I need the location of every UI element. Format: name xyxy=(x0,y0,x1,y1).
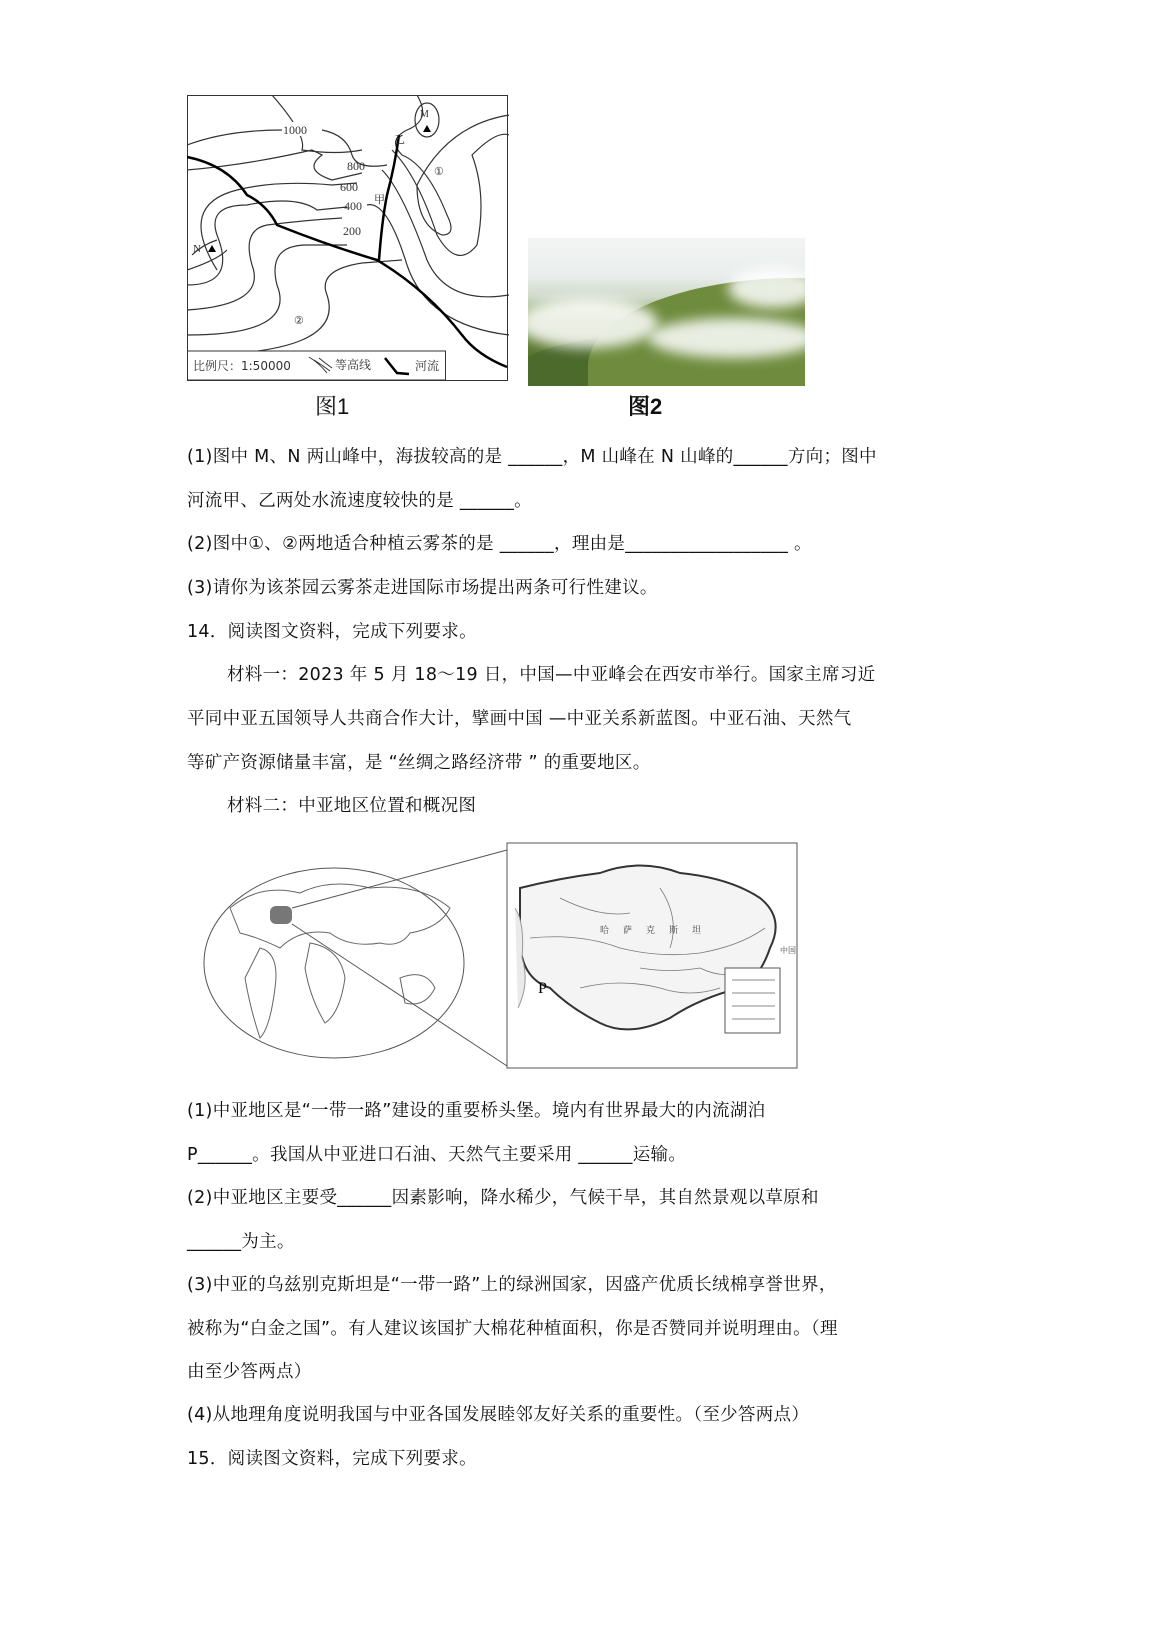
central-asia-map-figure xyxy=(200,838,810,1073)
q14-1-line1: (1)中亚地区是“一带一路”建设的重要桥头堡。境内有世界最大的内流湖泊 xyxy=(187,1101,766,1121)
contour-map-figure xyxy=(187,95,509,383)
central-asia-highlight xyxy=(270,906,292,924)
q14-1-line2: P______。我国从中亚进口石油、天然气主要采用 ______运输。 xyxy=(187,1145,687,1165)
q13-3: (3)请你为该茶园云雾茶走进国际市场提出两条可行性建议。 xyxy=(187,578,658,598)
q14-heading: 14．阅读图文资料，完成下列要求。 xyxy=(187,622,477,642)
china-label: 中国 xyxy=(780,946,796,955)
material2-title: 材料二：中亚地区位置和概况图 xyxy=(227,796,477,816)
contour-label-1000: 1000 xyxy=(283,123,307,137)
point-yi-label: 乙 xyxy=(394,134,405,146)
material1-line2: 平同中亚五国领导人共商合作大计，擘画中国 —中亚关系新蓝图。中亚石油、天然气 xyxy=(187,709,852,729)
contour-label-800: 800 xyxy=(347,159,365,173)
material1-line3: 等矿产资源储量丰富，是 “丝绸之路经济带 ” 的重要地区。 xyxy=(187,753,651,773)
q13-1-line1: (1)图中 M、N 两山峰中，海拔较高的是 ______，M 山峰在 N 山峰的______方向；图中 xyxy=(187,447,877,467)
material1-line1: 材料一：2023 年 5 月 18～19 日，中国—中亚峰会在西安市举行。国家主席习近 xyxy=(227,665,876,685)
tea-garden-photo xyxy=(528,238,805,386)
kazakhstan-label: 哈萨克斯坦 xyxy=(600,926,716,936)
q15-heading: 15．阅读图文资料，完成下列要求。 xyxy=(187,1449,477,1469)
q14-2-line1: (2)中亚地区主要受______因素影响，降水稀少，气候干旱，其自然景观以草原和 xyxy=(187,1188,819,1208)
contour-legend-label: 等高线 xyxy=(335,358,372,372)
q14-4: (4)从地理角度说明我国与中亚各国发展睦邻友好关系的重要性。（至少答两点） xyxy=(187,1405,810,1425)
point-1-label: ① xyxy=(434,166,444,178)
figure2-caption: 图2 xyxy=(628,394,663,419)
peak-m-label: M xyxy=(420,109,429,120)
q14-3-line3: 由至少答两点） xyxy=(187,1362,312,1382)
figure1-caption: 图1 xyxy=(315,394,350,419)
point-jia-label: 甲 xyxy=(374,194,385,206)
contour-label-200: 200 xyxy=(343,224,361,238)
point-2-label: ② xyxy=(294,315,304,327)
q14-3-line1: (3)中亚的乌兹别克斯坦是“一带一路”上的绿洲国家，因盛产优质长绒棉享誉世界， xyxy=(187,1275,837,1295)
lake-p-label: P xyxy=(538,980,547,997)
q14-3-line2: 被称为“白金之国”。有人建议该国扩大棉花种植面积，你是否赞同并说明理由。（理 xyxy=(187,1319,838,1339)
q14-2-line2: ______为主。 xyxy=(187,1232,295,1252)
peak-n-label: N xyxy=(193,243,201,255)
map-scale: 比例尺：1:50000 xyxy=(193,359,291,373)
q13-2: (2)图中①、②两地适合种植云雾茶的是 ______，理由是__________________ 。 xyxy=(187,534,812,554)
q13-1-line2: 河流甲、乙两处水流速度较快的是 ______。 xyxy=(187,491,532,511)
contour-label-600: 600 xyxy=(340,180,358,194)
contour-label-400: 400 xyxy=(344,199,362,213)
river-legend-label: 河流 xyxy=(415,359,440,373)
